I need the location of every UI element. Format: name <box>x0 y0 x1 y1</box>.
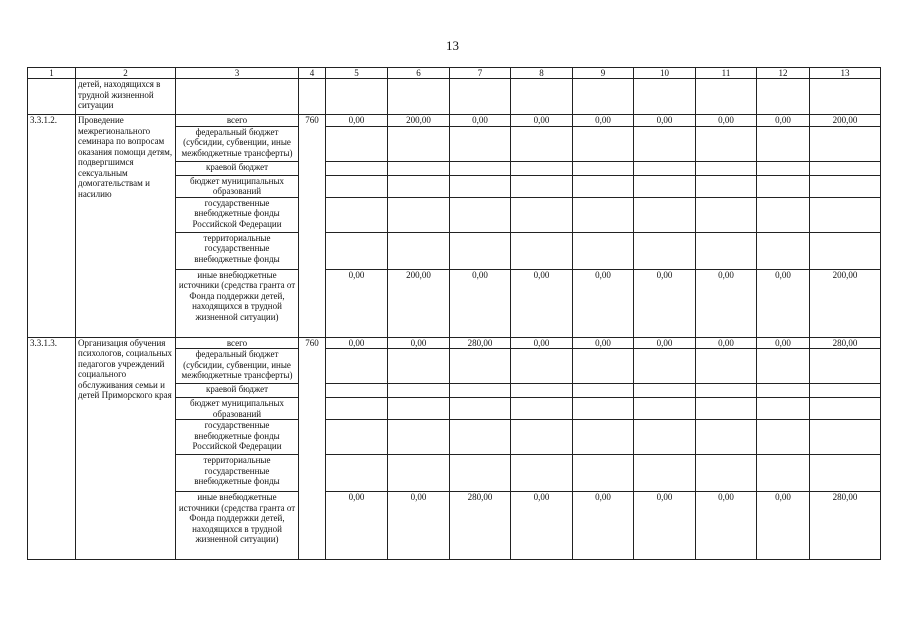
value-cell <box>450 126 511 161</box>
value-cell <box>326 232 388 269</box>
value-cell <box>757 349 810 384</box>
value-cell <box>696 175 757 197</box>
funding-source: всего <box>176 337 299 349</box>
value-cell <box>696 161 757 175</box>
value-cell <box>326 420 388 455</box>
value-cell <box>810 420 881 455</box>
value-cell: 280,00 <box>810 337 881 349</box>
value-cell: 0,00 <box>634 269 696 337</box>
column-header: 8 <box>511 68 573 79</box>
value-cell: 0,00 <box>696 337 757 349</box>
value-cell <box>511 455 573 492</box>
continued-name-cell: детей, находящихся в трудной жизненной ситуации <box>76 79 176 115</box>
column-header: 7 <box>450 68 511 79</box>
section-number: 3.3.1.3. <box>28 337 76 560</box>
value-cell <box>450 175 511 197</box>
empty-cell <box>388 79 450 115</box>
value-cell <box>757 175 810 197</box>
value-cell <box>757 161 810 175</box>
value-cell <box>450 398 511 420</box>
value-cell <box>810 349 881 384</box>
value-cell: 0,00 <box>696 492 757 560</box>
value-cell <box>326 398 388 420</box>
value-cell <box>634 232 696 269</box>
value-cell <box>696 232 757 269</box>
value-cell: 0,00 <box>696 269 757 337</box>
empty-cell <box>634 79 696 115</box>
value-cell <box>450 384 511 398</box>
value-cell: 0,00 <box>511 492 573 560</box>
value-cell <box>573 232 634 269</box>
empty-cell <box>757 79 810 115</box>
value-cell: 0,00 <box>326 269 388 337</box>
value-cell <box>388 161 450 175</box>
funding-source: государственные внебюджетные фонды Российской Федерации <box>176 420 299 455</box>
value-cell <box>757 384 810 398</box>
value-cell <box>696 384 757 398</box>
value-cell <box>511 384 573 398</box>
funding-source: бюджет муниципальных образований <box>176 398 299 420</box>
section-row <box>28 115 881 127</box>
value-cell <box>326 197 388 232</box>
value-cell <box>450 349 511 384</box>
value-cell <box>757 420 810 455</box>
value-cell <box>511 398 573 420</box>
value-cell <box>388 197 450 232</box>
value-cell: 0,00 <box>634 115 696 127</box>
value-cell: 0,00 <box>757 115 810 127</box>
funding-source: федеральный бюджет (субсидии, субвенции, иные межбюджетные трансферты) <box>176 349 299 384</box>
value-cell <box>450 161 511 175</box>
continued-num-cell <box>28 79 76 115</box>
value-cell: 0,00 <box>634 492 696 560</box>
empty-cell <box>299 79 326 115</box>
continued-row <box>28 79 881 115</box>
value-cell: 0,00 <box>573 115 634 127</box>
value-cell <box>450 420 511 455</box>
value-cell <box>696 420 757 455</box>
value-cell <box>634 384 696 398</box>
value-cell: 0,00 <box>573 492 634 560</box>
value-cell: 280,00 <box>810 492 881 560</box>
value-cell <box>757 455 810 492</box>
funding-source: государственные внебюджетные фонды Российской Федерации <box>176 197 299 232</box>
value-cell <box>326 384 388 398</box>
value-cell <box>634 126 696 161</box>
empty-cell <box>176 79 299 115</box>
value-cell: 0,00 <box>634 337 696 349</box>
value-cell <box>573 455 634 492</box>
value-cell <box>810 455 881 492</box>
value-cell <box>450 232 511 269</box>
value-cell: 0,00 <box>388 337 450 349</box>
value-cell <box>388 384 450 398</box>
value-cell <box>326 161 388 175</box>
value-cell <box>511 197 573 232</box>
value-cell <box>388 126 450 161</box>
value-cell <box>634 349 696 384</box>
funding-source: иные внебюджетные источники (средства гранта от Фонда поддержки детей, находящихся в трудной жизненной ситуации) <box>176 492 299 560</box>
column-header: 3 <box>176 68 299 79</box>
value-cell <box>634 175 696 197</box>
value-cell: 200,00 <box>810 269 881 337</box>
column-header: 11 <box>696 68 757 79</box>
value-cell: 0,00 <box>326 337 388 349</box>
funding-source: всего <box>176 115 299 127</box>
table-body <box>28 68 881 560</box>
value-cell: 200,00 <box>388 115 450 127</box>
value-cell <box>757 398 810 420</box>
section-name: Проведение межрегионального семинара по вопросам оказания помощи детям, подвергшимся сексуальным домогательствам и насилию <box>76 115 176 338</box>
value-cell <box>634 197 696 232</box>
budget-table <box>27 67 881 560</box>
value-cell <box>810 232 881 269</box>
empty-cell <box>511 79 573 115</box>
value-cell <box>388 232 450 269</box>
budget-code: 760 <box>299 337 326 560</box>
value-cell <box>696 197 757 232</box>
column-header: 5 <box>326 68 388 79</box>
column-header: 12 <box>757 68 810 79</box>
value-cell <box>810 175 881 197</box>
value-cell: 0,00 <box>573 337 634 349</box>
value-cell <box>634 398 696 420</box>
section-row <box>28 337 881 349</box>
value-cell: 0,00 <box>511 337 573 349</box>
value-cell <box>388 420 450 455</box>
value-cell: 0,00 <box>450 115 511 127</box>
value-cell <box>326 126 388 161</box>
column-header: 2 <box>76 68 176 79</box>
empty-cell <box>696 79 757 115</box>
value-cell: 0,00 <box>388 492 450 560</box>
funding-source: краевой бюджет <box>176 161 299 175</box>
value-cell <box>450 455 511 492</box>
funding-source: иные внебюджетные источники (средства гранта от Фонда поддержки детей, находящихся в трудной жизненной ситуации) <box>176 269 299 337</box>
value-cell <box>511 349 573 384</box>
value-cell <box>634 455 696 492</box>
column-header-row <box>28 68 881 79</box>
value-cell <box>511 126 573 161</box>
column-header: 13 <box>810 68 881 79</box>
column-header: 4 <box>299 68 326 79</box>
value-cell <box>696 349 757 384</box>
value-cell <box>450 197 511 232</box>
value-cell: 0,00 <box>450 269 511 337</box>
value-cell <box>573 349 634 384</box>
value-cell: 0,00 <box>757 337 810 349</box>
value-cell <box>810 398 881 420</box>
funding-source: краевой бюджет <box>176 384 299 398</box>
value-cell <box>573 384 634 398</box>
value-cell <box>388 175 450 197</box>
value-cell <box>696 455 757 492</box>
value-cell <box>573 398 634 420</box>
value-cell <box>757 126 810 161</box>
value-cell: 280,00 <box>450 337 511 349</box>
value-cell <box>511 420 573 455</box>
column-header: 1 <box>28 68 76 79</box>
value-cell <box>810 126 881 161</box>
value-cell <box>388 349 450 384</box>
value-cell: 0,00 <box>757 492 810 560</box>
value-cell <box>757 197 810 232</box>
value-cell <box>573 161 634 175</box>
funding-source: территориальные государственные внебюджетные фонды <box>176 232 299 269</box>
empty-cell <box>450 79 511 115</box>
funding-source: территориальные государственные внебюджетные фонды <box>176 455 299 492</box>
value-cell <box>511 232 573 269</box>
column-header: 10 <box>634 68 696 79</box>
value-cell <box>634 420 696 455</box>
value-cell <box>573 197 634 232</box>
value-cell <box>388 398 450 420</box>
value-cell <box>511 175 573 197</box>
funding-source: федеральный бюджет (субсидии, субвенции, иные межбюджетные трансферты) <box>176 126 299 161</box>
empty-cell <box>573 79 634 115</box>
empty-cell <box>326 79 388 115</box>
value-cell: 0,00 <box>511 115 573 127</box>
value-cell <box>388 455 450 492</box>
value-cell <box>326 349 388 384</box>
value-cell: 0,00 <box>326 115 388 127</box>
section-number: 3.3.1.2. <box>28 115 76 338</box>
value-cell <box>573 126 634 161</box>
value-cell: 200,00 <box>388 269 450 337</box>
value-cell: 280,00 <box>450 492 511 560</box>
section-name: Организация обучения психологов, социальных педагогов учреждений социального обслуживания семьи и детей Приморского края <box>76 337 176 560</box>
value-cell: 0,00 <box>757 269 810 337</box>
value-cell: 200,00 <box>810 115 881 127</box>
value-cell <box>810 161 881 175</box>
column-header: 9 <box>573 68 634 79</box>
page-number: 13 <box>446 38 459 53</box>
empty-cell <box>810 79 881 115</box>
value-cell: 0,00 <box>511 269 573 337</box>
value-cell <box>511 161 573 175</box>
value-cell <box>810 384 881 398</box>
value-cell <box>634 161 696 175</box>
value-cell <box>326 175 388 197</box>
value-cell <box>696 126 757 161</box>
value-cell: 0,00 <box>696 115 757 127</box>
value-cell <box>573 420 634 455</box>
value-cell: 0,00 <box>326 492 388 560</box>
value-cell: 0,00 <box>573 269 634 337</box>
value-cell <box>696 398 757 420</box>
funding-source: бюджет муниципальных образований <box>176 175 299 197</box>
value-cell <box>757 232 810 269</box>
value-cell <box>573 175 634 197</box>
value-cell <box>810 197 881 232</box>
budget-code: 760 <box>299 115 326 338</box>
value-cell <box>326 455 388 492</box>
column-header: 6 <box>388 68 450 79</box>
